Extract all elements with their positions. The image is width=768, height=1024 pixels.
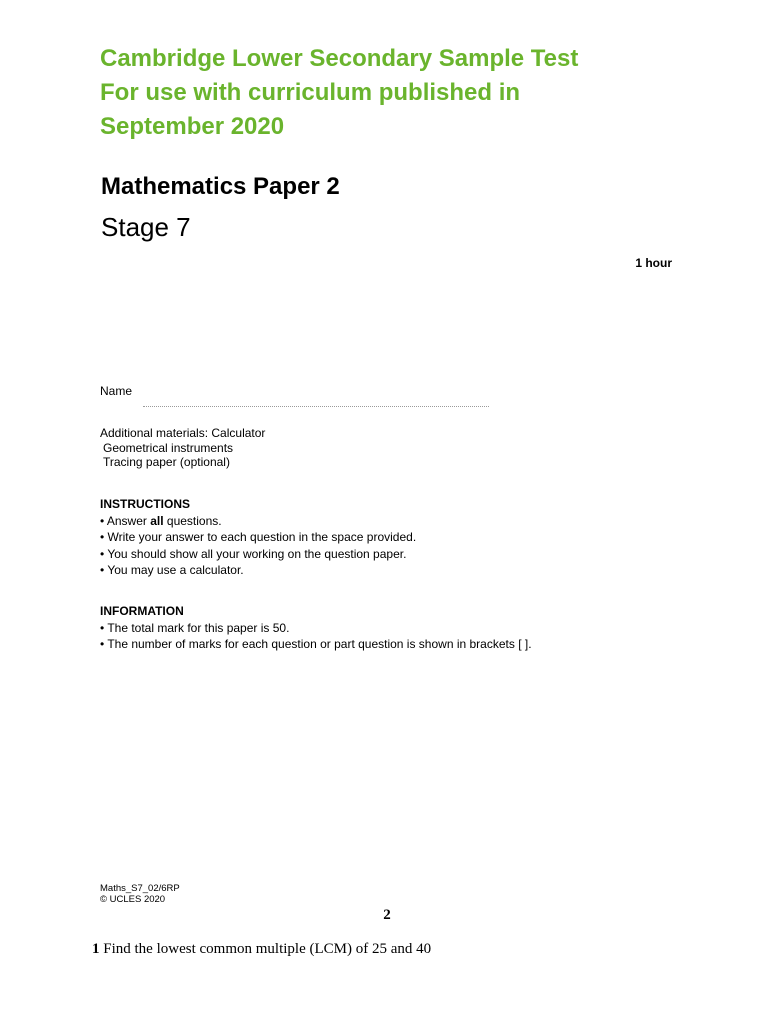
- instruction-item-1-suffix: questions.: [163, 513, 222, 528]
- header-line-2: For use with curriculum published in: [100, 79, 521, 106]
- materials-line-1: Additional materials: Calculator: [100, 426, 266, 440]
- instruction-item-3: • You should show all your working on the question paper.: [100, 546, 407, 561]
- paper-title: Mathematics Paper 2: [101, 173, 340, 200]
- question-text: Find the lowest common multiple (LCM) of 25 and 40: [99, 941, 432, 957]
- information-item-1: • The total mark for this paper is 50.: [100, 620, 290, 635]
- instruction-item-1-bold: all: [150, 513, 164, 528]
- materials-line-3: Tracing paper (optional): [103, 455, 230, 469]
- stage-label: Stage 7: [101, 212, 191, 242]
- question-number: 1: [92, 941, 100, 957]
- instruction-item-1-prefix: • Answer: [100, 513, 151, 528]
- footer-copyright: © UCLES 2020: [100, 894, 166, 905]
- information-section: [100, 603, 532, 653]
- duration-label: 1 hour: [635, 256, 672, 270]
- name-field[interactable]: [143, 406, 489, 407]
- information-heading: INFORMATION: [100, 604, 184, 618]
- information-item-2: • The number of marks for each question or part question is shown in brackets [ ].: [100, 637, 532, 651]
- page-number: 2: [383, 907, 391, 923]
- instruction-item-4: • You may use a calculator.: [100, 563, 244, 577]
- question-1: [92, 941, 431, 958]
- instruction-item-2: • Write your answer to each question in the space provided.: [100, 530, 417, 544]
- header-line-3: September 2020: [100, 113, 285, 140]
- additional-materials: [100, 426, 265, 470]
- header-title: [100, 42, 660, 144]
- footer: [100, 883, 180, 905]
- instructions-heading: INSTRUCTIONS: [100, 497, 190, 511]
- footer-code: Maths_S7_02/6RP: [100, 883, 180, 894]
- instruction-item-1: [100, 513, 416, 530]
- materials-line-2: Geometrical instruments: [103, 440, 234, 455]
- instructions-section: [100, 496, 416, 579]
- header-line-1: Cambridge Lower Secondary Sample Test: [100, 45, 579, 72]
- name-label: Name: [100, 384, 133, 398]
